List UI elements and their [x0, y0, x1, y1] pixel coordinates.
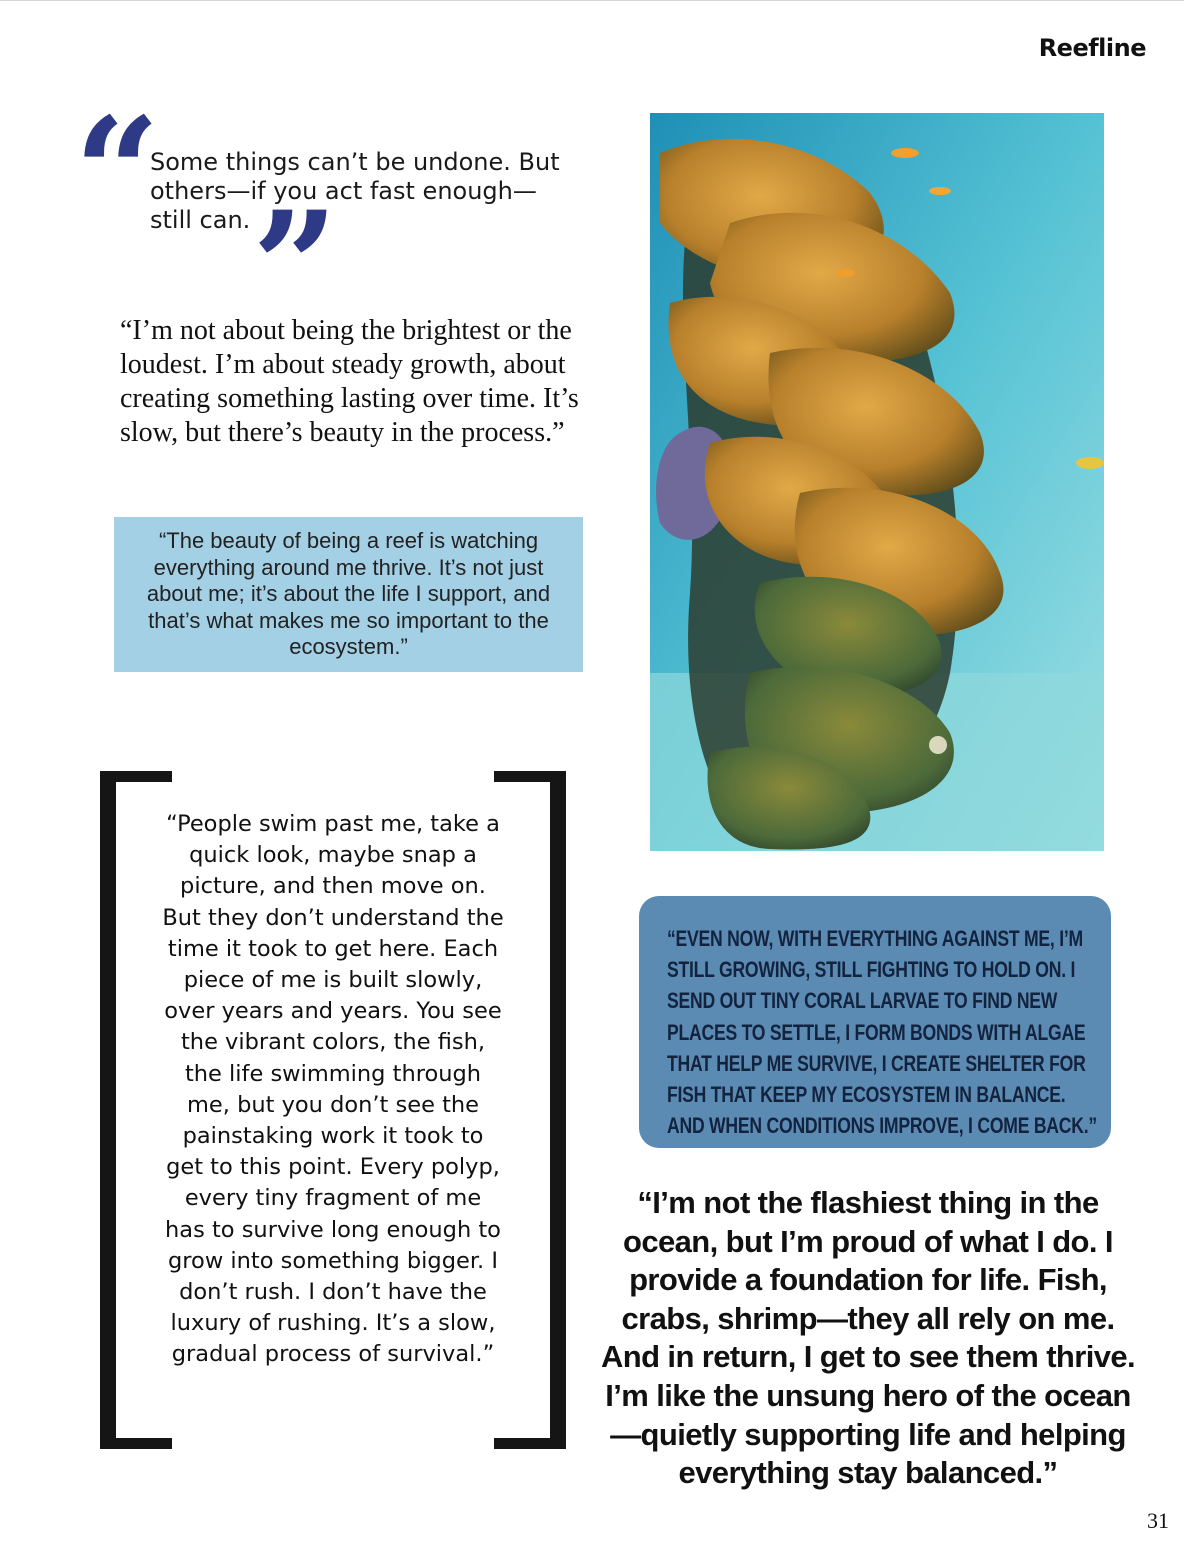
- pull-quote-4: “People swim past me, take a quick look, maybe snap a picture, and then move on. But they don’t understand the time it took to get here. Each piece of me is built slowly, over years and years. You see the vibrant colors, the fish, the life swimming through me, but you don’t see the painstaking work it took to get to this point. Every polyp, every tiny fragment of me has to survive long enough to grow into something bigger. I don’t rush. I don’t have the luxury of rushing. It’s a slow, gradual process of survival.”: [162, 811, 504, 1368]
- pull-quote-5: “EVEN NOW, WITH EVERYTHING AGAINST ME, I’M STILL GROWING, STILL FIGHTING TO HOLD ON. I SEND OUT TINY CORAL LARVAE TO FIND NEW PLACES TO SETTLE, I FORM BONDS WITH ALGAE THAT HELP ME SURVIVE, I CREATE SHELTER FOR FISH THAT KEEP MY ECOSYSTEM IN BALANCE. AND WHEN CONDITIONS IMPROVE, I COME BACK.”: [667, 926, 1097, 1139]
- quote-box-blue: [639, 896, 1111, 1148]
- coral-illustration: [650, 113, 1104, 851]
- close-quote-mark: ”: [252, 179, 339, 355]
- magazine-brand: Reefline: [1038, 34, 1146, 62]
- quote-box-light-blue: [114, 517, 583, 672]
- pull-quote-2: “I’m not about being the brightest or the loudest. I’m about steady growth, about creating something lasting over time. It’s slow, but there’s beauty in the process.”: [120, 315, 579, 448]
- coral-photo: [650, 113, 1104, 851]
- right-bracket: [494, 771, 566, 1449]
- pull-quote-6-wrapper: [600, 1184, 1136, 1493]
- pull-quote-1: Some things can’t be undone. But others—if you act fast enough—still can.: [150, 148, 560, 234]
- page-number: 31: [1147, 1508, 1169, 1533]
- open-quote-mark: “: [74, 85, 161, 261]
- pull-quote-6: “I’m not the flashiest thing in the ocean, but I’m proud of what I do. I provide a foundation for life. Fish, crabs, shrimp—they all rely on me. And in return, I get to see them thrive. I’m like the unsung hero of the ocean—quietly supporting life and helping everything stay balanced.”: [600, 1185, 1136, 1491]
- top-rule: [0, 0, 1184, 1]
- pull-quote-3: “The beauty of being a reef is watching everything around me thrive. It’s not just about me; it’s about the life I support, and that’s what makes me so important to the ecosystem.”: [146, 528, 551, 659]
